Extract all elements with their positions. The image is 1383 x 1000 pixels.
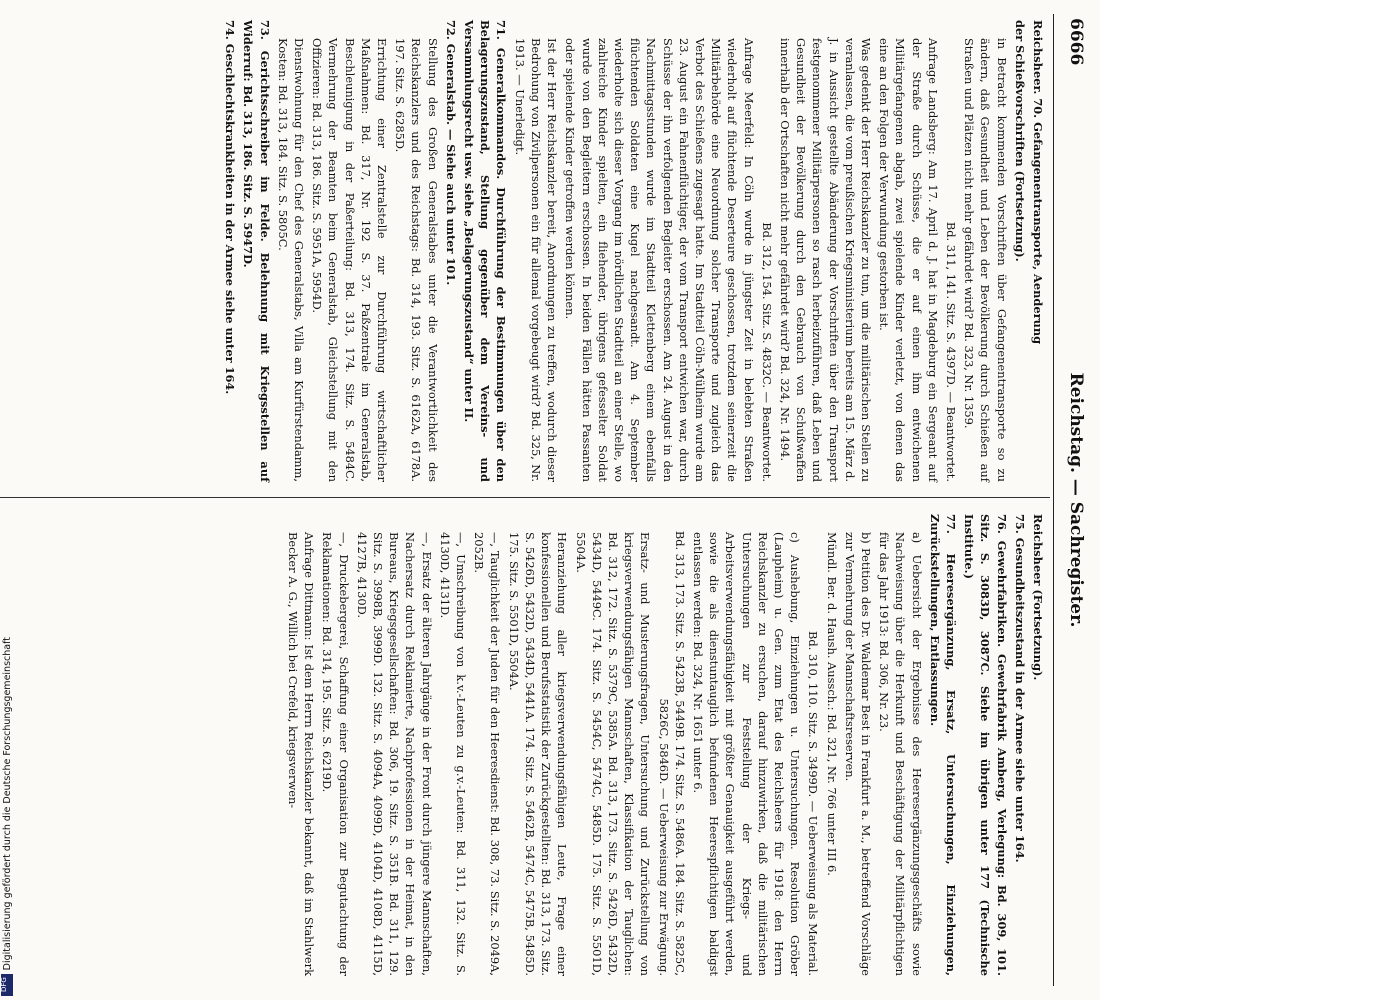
- entry-text: Stellung des Großen Generalstabes unter die Verantwortlichkeit des Reichskanzlers und des Reichstags: Bd. 314, 193. Sitz. S. 6162A, 6178A. 197. Sitz. S. 6285D.: [393, 38, 440, 482]
- entry-heading: Reichsheer. 70. Gefangenentransporte, Aenderung: [1031, 20, 1045, 345]
- dfg-logo: DFG: [1, 974, 13, 996]
- entry-reference: Bd. 310, 110. Sitz. S. 3499D. — Ueberweisung als Material.: [806, 631, 821, 976]
- entry-reference: Bd. 312, 154. Sitz. S. 4832C. — Beantwortet.: [759, 222, 774, 482]
- entry-text: Anfrage Meerfeld: In Cöln wurde in jüngster Zeit in belebten Straßen wiederholt auf flüchtende Deserteure geschossen, trotzdem seinerzeit die Militärbehörde eine Neuordnung solcher Transporte und zugleich das Verbot des Schießens zugesagt hatte. Im Stadtteil Cöln-Mülheim wurde am 23. August ein Fahnenflüchtiger, der vom Transport entwichen war, durch Schüsse der ihn verfolgenden Begleiter erschossen. Am 24. August in den Nachmittagsstunden wurde im Stadtteil Klettenberg einem ebenfalls flüchtenden Soldaten eine Kugel nachgesandt. Am 4. September wiederholte sich dieser Vorgang im nördlichen Stadtteil an einer Stelle, wo zahlreiche Kinder spielten, ein fliehender, übrigens gefesselter Soldat wurde von den Begleitern erschossen. In beiden Fällen hätten Passanten oder spielende Kinder getroffen werden können.: [563, 38, 756, 482]
- entry-text: Mündl. Ber. d. Haush. Aussch.: Bd. 321, Nr. 766 unter III 6.: [824, 532, 839, 876]
- page-header: [1060, 18, 1086, 982]
- entry-heading: 77. Heeresergänzung, Ersatz, Untersuchungen, Einziehungen, Zurückstellungen, Entlassungen.: [927, 514, 958, 976]
- entry-heading: 73. Gerichtsschreiber im Felde. Belehnung mit Kriegsstellen auf Widerruf: Bd. 313, 186. Sitz. S. 5947D.: [241, 20, 272, 482]
- entry-heading: 72. Generalstab. — Siehe auch unter 101.: [443, 20, 458, 286]
- entry-reference: Bd. 313, 173. Sitz. S. 5423B, 5449B. 174. Sitz. S. 5486A. 184. Sitz. S. 5825C, 5826C, 5846D. — Ueberweisung zur Erwägung.: [656, 530, 687, 976]
- page-title: Reichstag. — Sachregister.: [1066, 372, 1086, 628]
- right-column: [283, 514, 1046, 976]
- entry-text: in Betracht kommenden Vorschriften über Gefangenentransporte so zu ändern, daß Gesundheit und Leben der Bevölkerung durch Schießen auf Straßen und Plätzen nicht mehr gefährdet wird? Bd. 323, Nr. 1359.: [962, 38, 1009, 482]
- entry-text: Ist der Herr Reichskanzler bereit, Anordnungen zu treffen, wodurch dieser Bedrohung von Zivilpersonen ein für allemal vorgebeugt wird? Bd. 325, Nr. 1913. — Unerledigt.: [512, 38, 560, 482]
- entry-heading: Reichsheer (Fortsetzung).: [1031, 514, 1045, 681]
- entry-reference: Bd. 311, 141. Sitz. S. 4397D. — Beantwortet.: [943, 221, 958, 482]
- entry-text: —, Ersatz der älteren Jahrgänge in der Front durch jüngere Mannschaften, Nachersatz durch Reklamierte, Nachprofessionen in der Heimat, in den Bureaus, Kriegsgesellschaften: Bd. 306, 19. Sitz. S. 351B. Bd. 311, 129. Sitz. S. 3998B, 3999D. 132. Sitz. S. 4094A, 4099D, 4104D, 4108D, 4115D, 4127B, 4130D.: [354, 532, 434, 976]
- column-divider: [0, 497, 1050, 498]
- entry-text: Heranziehung aller kriegsverwendungsfähigen Leute, Frage einer konfessionellen und Berufsstatistik der Zurückgestellten: Bd. 313, 173. Sitz. S. 5426D, 5432D, 5434D, 5441A. 174. Sitz. S. 5462B, 5474C, 5475B, 5485D. 175. Sitz. S. 5501D, 5504A.: [506, 532, 570, 976]
- entry-text: —, Druckebergerei, Schaffung einer Organisation zur Begutachtung der Reklamationen: Bd. 314, 195. Sitz. S. 6219D.: [320, 532, 351, 976]
- digitization-credit: Digitalisierung gefördert durch die Deutsche Forschungsgemeinschaft: [2, 636, 13, 970]
- entry-text: a) Uebersicht der Ergebnisse des Heeresergänzungsgeschäfts sowie Nachweisung über die Herkunft und Beschäftigung der Militärpflichtigen für das Jahr 1913: Bd. 306, Nr. 23.: [877, 532, 924, 976]
- entry-text: —, Umschreibung von k.v.-Leuten zu g.v.-Leuten: Bd. 311, 132. Sitz. S. 4130D, 4131D.: [437, 532, 469, 976]
- credit-strip: [0, 40, 14, 1000]
- left-column: [220, 20, 1046, 482]
- header-rule: [1053, 14, 1054, 986]
- entry-text: b) Petition des Dr. Waldemar Best in Frankfurt a. M., betreffend Vorschläge zur Vermehrung der Mannschaftsreserven.: [842, 532, 873, 976]
- entry-text: Anfrage Landsberg: Am 17. April d. J. hat in Magdeburg ein Sergeant auf der Straße durch Schüsse, die er auf einen ihm entwichenen Militärgefangenen abgab, zwei spielende Kinder verletzt, von denen das eine an den Folgen der Verwundung gestorben ist.: [877, 38, 940, 482]
- entry-text: Errichtung einer Zentralstelle zur Durchführung wirtschaftlicher Maßnahmen: Bd. 317, Nr. 192 S. 37. Paßzentrale im Generalstab, Beschleunigung in der Paßerteilung: Bd. 313, 174. Sitz. S. 5484C. Vermehrung der Beamten beim Generalstab, Gleichstellung mit den Offizieren: Bd. 313, 186. Sitz. S. 5951A, 5954D.: [310, 38, 390, 482]
- entry-text: Dienstwohnung für den Chef des Generalstabs, Villa am Kurfürstendamm, Kosten: Bd. 313, 184. Sitz. S. 5805C.: [275, 38, 307, 482]
- entry-heading: 75. Gesundheitszustand in der Armee siehe unter 164.: [1012, 514, 1027, 863]
- entry-text: c) Aushebung, Einziehungen u. Untersuchungen. Resolution Gröber (Laupheim) u. Gen. zum Etat des Reichsheers für 1918: den Herrn Reichskanzler zu ersuchen, darauf hinzuwirken, daß die militärischen Untersuchungen zur Feststellung der Kriegs- und Arbeitsverwendungsfähigkeit mit größter Genauigkeit ausgeführt werden, sowie die als dienstuntauglich befundenen Heerespflichtigen baldigst entlassen werden: Bd. 324, Nr. 1651 unter 6.: [690, 532, 803, 976]
- entry-heading: 71. Generalkommandos. Durchführung der Bestimmungen über den Belagerungszustand, Stellung gegenüber dem Vereins- und Versammlungsrecht usw. siehe „Belagerungszustand“ unter II.: [462, 20, 509, 482]
- entry-heading: 76. Gewehrfabriken. Gewehrfabrik Amberg, Verlegung: Bd. 309, 101. Sitz. S. 3083D, 3087C. Siehe im übrigen unter 177 (Technische Institute.): [962, 514, 1009, 976]
- entry-text: Ersatz- und Musterungsfragen, Untersuchung und Zurückstellung von kriegsverwendungsfähigen Mannschaften, Klassifikation der Tauglichen: Bd. 312, 172. Sitz. S. 5379C, 5385A. Bd. 313, 173. Sitz. S. 5426D, 5432D, 5434D, 5449C. 174. Sitz. S. 5454C, 5474C, 5485D. 175. Sitz. S. 5501D, 5504A.: [573, 532, 653, 976]
- entry-text: —, Tauglichkeit der Juden für den Heeresdienst: Bd. 308, 73. Sitz. S. 2049A, 2052B.: [472, 532, 503, 976]
- entry-heading: 74. Geschlechtskrankheiten in der Armee siehe unter 164.: [223, 20, 238, 395]
- entry-text: Anfrage Dittmann: Ist dem Herrn Reichskanzler bekannt, daß im Stahlwerk Becker A. G., Willich bei Crefeld, kriegsverwen-: [286, 532, 317, 976]
- entry-text: Was gedenkt der Herr Reichskanzler zu tun, um die militärischen Stellen zu veranlassen, die vom preußischen Kriegsministerium bereits am 15. März d. J. in Aussicht gestellte Abänderung der Vorschriften über den Transport festgenommener Militärpersonen so rasch herbeizuführen, daß Leben und Gesundheit der Bevölkerung durch den Gebrauch von Schußwaffen innerhalb der Ortschaften nicht mehr gefährdet wird? Bd. 324, Nr. 1494.: [777, 38, 873, 482]
- page-number: 6666: [1066, 18, 1086, 66]
- entry-heading: der Schießvorschriften (Fortsetzung).: [1012, 20, 1027, 262]
